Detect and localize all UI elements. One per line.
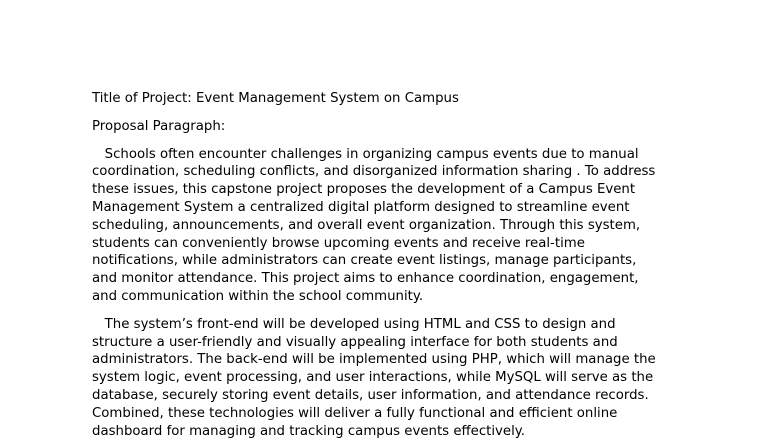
paragraph-line: dashboard for managing and tracking campus events effectively. [92, 423, 525, 439]
paragraph-line: notifications, while administrators can create event listings, manage participants, [92, 253, 637, 269]
proposal-paragraph-1 [92, 146, 702, 306]
proposal-paragraph-2 [92, 316, 702, 441]
paragraph-line: and monitor attendance. This project aims to enhance coordination, engagement, [92, 271, 639, 287]
project-title: Title of Project: Event Management System on Campus [92, 91, 459, 106]
paragraph-line: Schools often encounter challenges in organizing campus events due to manual [92, 146, 639, 162]
paragraph-line: these issues, this capstone project proposes the development of a Campus Event [92, 182, 636, 198]
paragraph-line: and communication within the school community. [92, 288, 424, 304]
paragraph-line: administrators. The back-end will be implemented using PHP, which will manage the [92, 352, 656, 368]
proposal-label: Proposal Paragraph: [92, 118, 226, 134]
paragraph-line: scheduling, announcements, and overall event organization. Through this system, [92, 217, 641, 233]
paragraph-line: coordination, scheduling conflicts, and disorganized information sharing . To address [92, 164, 656, 180]
document-content [92, 90, 702, 441]
paragraph-line: Combined, these technologies will deliver a fully functional and efficient online [92, 405, 618, 421]
paragraph-line: The system’s front-end will be developed using HTML and CSS to design and [92, 316, 616, 332]
paragraph-line: database, securely storing event details, user information, and attendance records. [92, 387, 649, 403]
paragraph-line: students can conveniently browse upcoming events and receive real-time [92, 235, 585, 251]
paragraph-line: Management System a centralized digital platform designed to streamline event [92, 199, 630, 215]
paragraph-line: system logic, event processing, and user interactions, while MySQL will serve as the [92, 370, 654, 386]
paragraph-line: structure a user-friendly and visually appealing interface for both students and [92, 334, 618, 350]
